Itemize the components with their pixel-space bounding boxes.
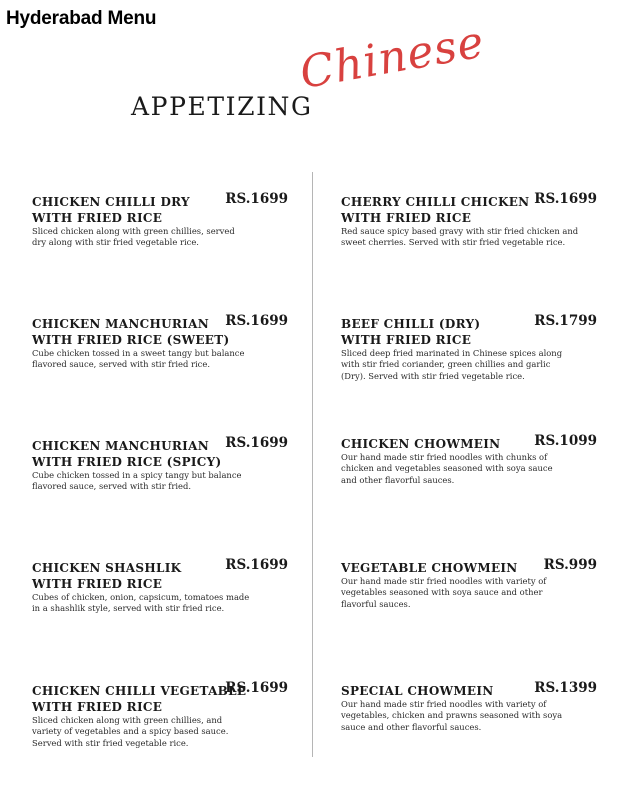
item-name-line2: WITH FRIED RICE (SPICY) (32, 455, 222, 469)
item-description: Sliced chicken along with green chillies, and variety of vegetables and a spicy based sauce. Served with stir fried vegetable rice. (32, 715, 229, 748)
item-price: RS.1699 (225, 435, 288, 451)
menu-item (341, 191, 597, 249)
item-name-line2: WITH FRIED RICE (32, 211, 163, 225)
item-description: Sliced deep fried marinated in Chinese spices along with stir fried coriander, green chillies and garlic (Dry). Served with stir fried vegetable rice. (341, 348, 563, 381)
item-name-line2: WITH FRIED RICE (341, 211, 472, 225)
item-description: Our hand made stir fried noodles with variety of vegetables seasoned with soya sauce and other flavorful sauces. (341, 576, 547, 609)
item-name-line1: VEGETABLE CHOWMEIN (341, 561, 518, 575)
item-name-line2: WITH FRIED RICE (SWEET) (32, 333, 230, 347)
item-name-line2: WITH FRIED RICE (32, 577, 163, 591)
menu-item (32, 191, 288, 249)
item-price: RS.1699 (225, 313, 288, 329)
item-name-line1: CHICKEN CHILLI VEGETABLE (32, 684, 247, 698)
item-name-line1: CHICKEN CHILLI DRY (32, 195, 190, 209)
menu-item (32, 435, 288, 493)
item-price: RS.1799 (534, 313, 597, 329)
item-description: Our hand made stir fried noodles with variety of vegetables, chicken and prawns seasoned with soya sauce and other flavorful sauces. (341, 699, 563, 732)
page-title: Hyderabad Menu (6, 8, 157, 29)
item-price: RS.1699 (225, 557, 288, 573)
menu-item (341, 433, 597, 486)
item-price: RS.999 (543, 557, 597, 573)
item-price: RS.1099 (534, 433, 597, 449)
item-description: Red sauce spicy based gravy with stir fried chicken and sweet cherries. Served with stir fried vegetable rice. (341, 226, 579, 248)
item-name-line1: BEEF CHILLI (DRY) (341, 317, 481, 331)
item-description: Cubes of chicken, onion, capsicum, tomatoes made in a shashlik style, served with stir fried rice. (32, 592, 250, 614)
menu-item (32, 313, 288, 371)
item-description: Cube chicken tossed in a spicy tangy but balance flavored sauce, served with stir fried. (32, 470, 242, 492)
menu-item (341, 680, 597, 733)
menu-item (32, 557, 288, 615)
item-description: Sliced chicken along with green chillies, served dry along with stir fried vegetable rice. (32, 226, 235, 248)
item-price: RS.1399 (534, 680, 597, 696)
item-description: Our hand made stir fried noodles with chunks of chicken and vegetables seasoned with soya sauce and other flavorful sauces. (341, 452, 553, 485)
menu-item (341, 313, 597, 382)
item-description: Cube chicken tossed in a sweet tangy but balance flavored sauce, served with stir fried rice. (32, 348, 245, 370)
menu-item (32, 680, 288, 749)
item-name-line1: CHICKEN CHOWMEIN (341, 437, 501, 451)
item-name-line2: WITH FRIED RICE (32, 700, 163, 714)
item-price: RS.1699 (534, 191, 597, 207)
header-appetizing: APPETIZING (131, 92, 313, 121)
item-price: RS.1699 (225, 680, 288, 696)
item-name-line1: CHICKEN MANCHURIAN (32, 317, 209, 331)
menu-item (341, 557, 597, 610)
item-price: RS.1699 (225, 191, 288, 207)
header-chinese-script: Chinese (296, 16, 489, 99)
column-divider (312, 172, 313, 757)
item-name-line2: WITH FRIED RICE (341, 333, 472, 347)
item-name-line1: SPECIAL CHOWMEIN (341, 684, 494, 698)
item-name-line1: CHICKEN MANCHURIAN (32, 439, 209, 453)
item-name-line1: CHICKEN SHASHLIK (32, 561, 182, 575)
item-name-line1: CHERRY CHILLI CHICKEN (341, 195, 530, 209)
